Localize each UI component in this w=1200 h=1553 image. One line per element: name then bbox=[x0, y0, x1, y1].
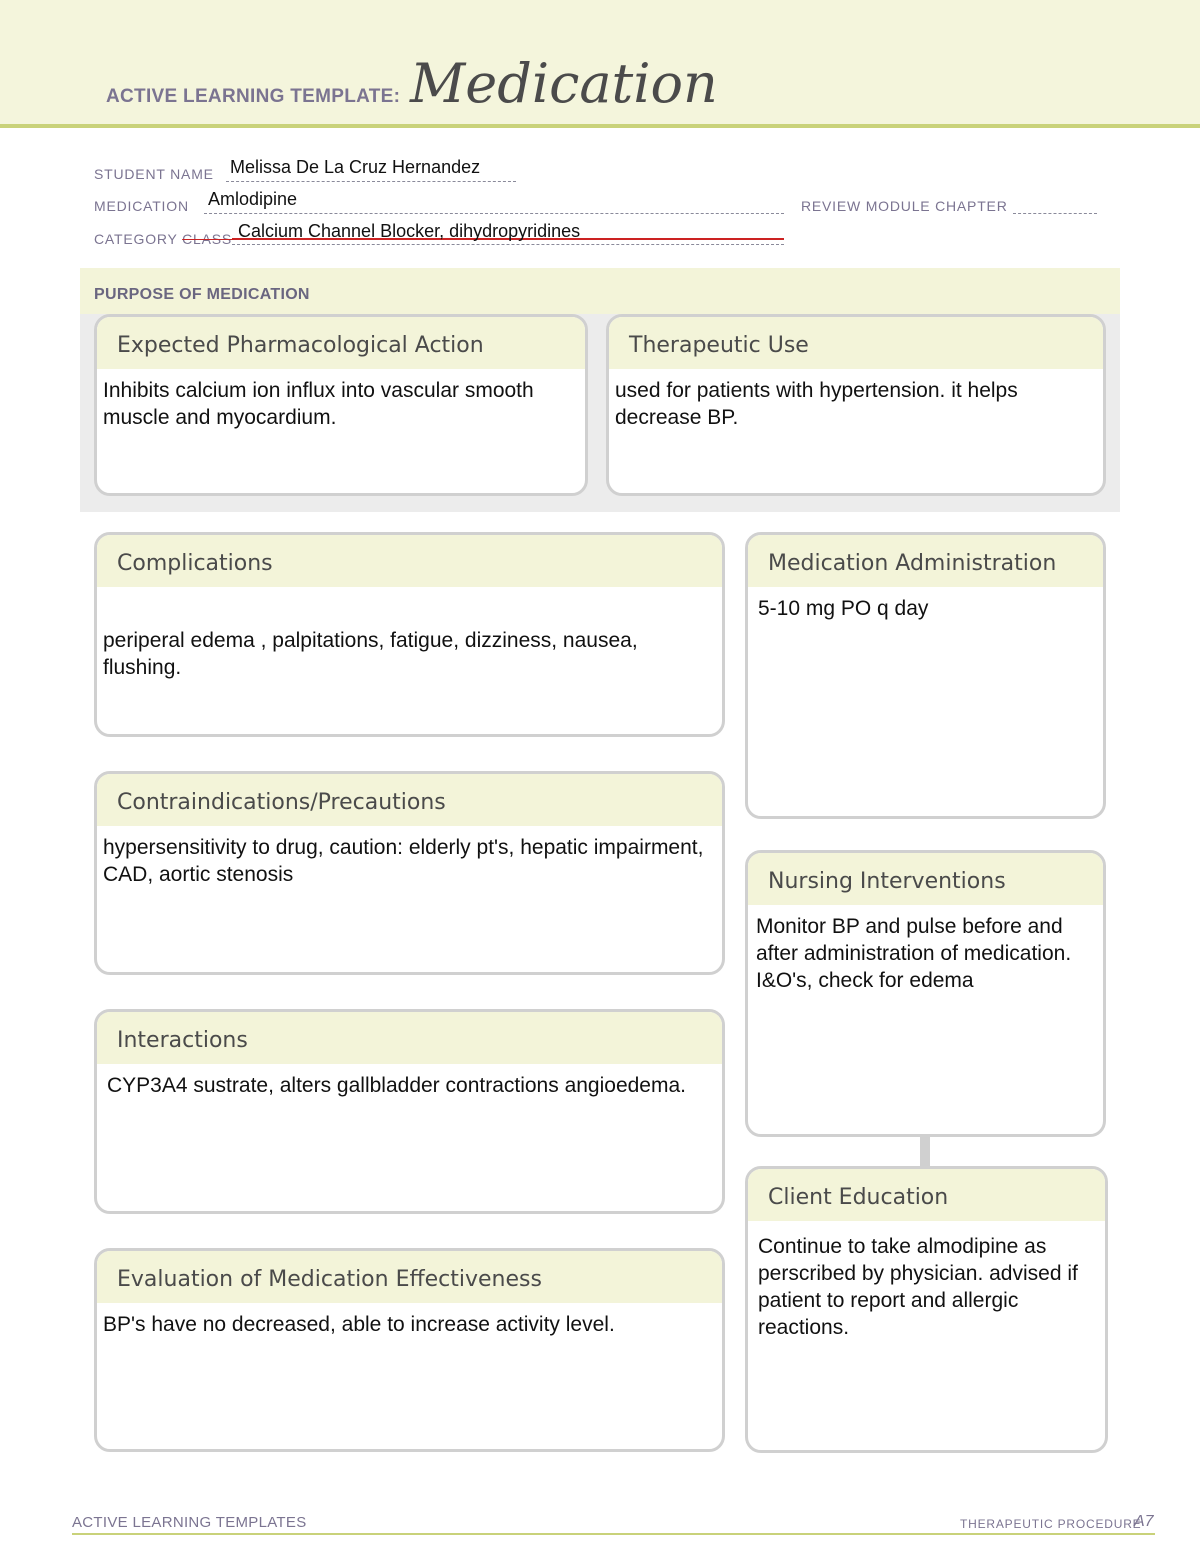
complications-title: Complications bbox=[97, 535, 722, 587]
category-class-label bbox=[94, 231, 232, 247]
medication-administration-text[interactable]: 5-10 mg PO q day bbox=[758, 597, 929, 620]
template-title: Medication bbox=[410, 52, 718, 115]
interactions-title: Interactions bbox=[97, 1012, 722, 1064]
nursing-interventions-text[interactable]: Monitor BP and pulse before and after administration of medication. I&O's, check for edema bbox=[756, 915, 1072, 992]
purpose-section-label: PURPOSE OF MEDICATION bbox=[94, 286, 310, 303]
interactions-text[interactable]: CYP3A4 sustrate, alters gallbladder contractions angioedema. bbox=[107, 1074, 686, 1097]
student-name-value[interactable]: Melissa De La Cruz Hernandez bbox=[230, 157, 481, 177]
footer-left-label: ACTIVE LEARNING TEMPLATES bbox=[72, 1514, 307, 1531]
medication-administration-card bbox=[745, 532, 1106, 819]
footer-page-number: A7 bbox=[1134, 1513, 1154, 1530]
category-value[interactable]: Calcium Channel Blocker, dihydropyridines bbox=[238, 221, 581, 241]
evaluation-card bbox=[94, 1248, 725, 1452]
nursing-interventions-card bbox=[745, 850, 1106, 1137]
student-name-label: STUDENT NAME bbox=[94, 166, 214, 182]
complications-card bbox=[94, 532, 725, 737]
class-label-struck: CLASS bbox=[182, 231, 233, 247]
card-connector bbox=[920, 1134, 930, 1167]
medication-value[interactable]: Amlodipine bbox=[208, 189, 298, 209]
expected-action-text[interactable]: Inhibits calcium ion influx into vascular smooth muscle and myocardium. bbox=[103, 379, 534, 429]
footer-right-label: THERAPEUTIC PROCEDURE bbox=[960, 1517, 1142, 1531]
review-module-line bbox=[1013, 213, 1097, 214]
client-education-title: Client Education bbox=[748, 1169, 1105, 1221]
template-label: ACTIVE LEARNING TEMPLATE: bbox=[106, 86, 401, 107]
medication-line bbox=[204, 213, 784, 214]
expected-action-title: Expected Pharmacological Action bbox=[97, 317, 585, 369]
interactions-card bbox=[94, 1009, 725, 1214]
contraindications-text[interactable]: hypersensitivity to drug, caution: elderly pt's, hepatic impairment, CAD, aortic stenosis bbox=[103, 836, 704, 886]
review-module-label: REVIEW MODULE CHAPTER bbox=[801, 198, 1008, 214]
nursing-interventions-title: Nursing Interventions bbox=[748, 853, 1103, 905]
contraindications-title: Contraindications/Precautions bbox=[97, 774, 722, 826]
evaluation-text[interactable]: BP's have no decreased, able to increase activity level. bbox=[103, 1313, 615, 1336]
client-education-text[interactable]: Continue to take almodipine as perscribed by physician. advised if patient to report and allergic reactions. bbox=[758, 1235, 1078, 1339]
medication-administration-title: Medication Administration bbox=[748, 535, 1103, 587]
client-education-card bbox=[745, 1166, 1108, 1453]
medication-label: MEDICATION bbox=[94, 198, 189, 214]
expected-action-card bbox=[94, 314, 588, 496]
student-name-line bbox=[226, 181, 516, 182]
header-rule bbox=[0, 124, 1200, 128]
therapeutic-use-text[interactable]: used for patients with hypertension. it helps decrease BP. bbox=[615, 379, 1018, 429]
contraindications-card bbox=[94, 771, 725, 975]
category-line bbox=[232, 244, 784, 245]
therapeutic-use-card bbox=[606, 314, 1106, 496]
complications-text[interactable]: periperal edema , palpitations, fatigue, dizziness, nausea, flushing. bbox=[103, 629, 638, 679]
footer-rule bbox=[72, 1533, 1155, 1535]
therapeutic-use-title: Therapeutic Use bbox=[609, 317, 1103, 369]
category-label-text: CATEGORY bbox=[94, 231, 183, 247]
evaluation-title: Evaluation of Medication Effectiveness bbox=[97, 1251, 722, 1303]
